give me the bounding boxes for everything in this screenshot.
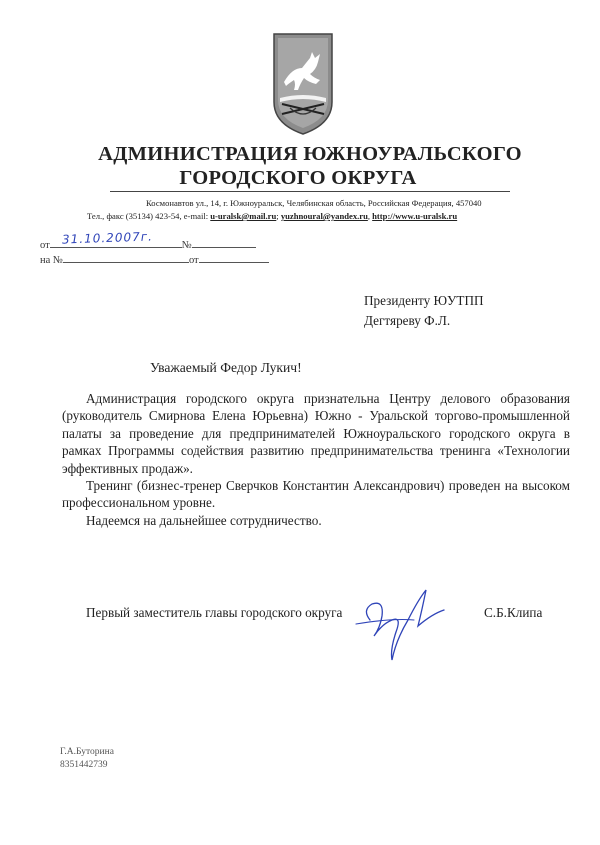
reference-number-line	[63, 251, 189, 263]
number-label: №	[181, 240, 192, 251]
paragraph-closing: Надеемся на дальнейшее сотрудничество.	[86, 512, 322, 528]
number-line	[192, 236, 256, 248]
date-from-label: от	[40, 240, 50, 251]
phone-email-label: Тел., факс (35134) 423-54, e-mail:	[87, 211, 211, 221]
website-link[interactable]: http://www.u-uralsk.ru	[372, 211, 458, 221]
reference-from-label: от	[188, 255, 199, 266]
email-link-1[interactable]: u-uralsk@mail.ru	[210, 211, 277, 221]
organization-title-line1: АДМИНИСТРАЦИЯ ЮЖНОУРАЛЬСКОГО	[98, 143, 522, 165]
email-link-2[interactable]: yuzhnoural@yandex.ru	[280, 211, 368, 221]
letter-body	[62, 390, 570, 529]
coat-of-arms-emblem	[270, 28, 336, 140]
signatory-position: Первый заместитель главы городского округа	[86, 605, 343, 620]
executor-phone: 8351442739	[60, 760, 108, 770]
salutation: Уважаемый Федор Лукич!	[150, 360, 302, 375]
organization-title-line2: ГОРОДСКОГО ОКРУГА	[179, 167, 417, 189]
header-divider	[110, 191, 510, 192]
addressee-title: Президенту ЮУТПП	[364, 293, 484, 308]
handwritten-signature	[352, 580, 462, 670]
reference-date-line	[199, 251, 269, 263]
contact-line: Тел., факс (35134) 423-54, e-mail: u-uralsk@mail.ru; yuzhnoural@yandex.ru, http://www.u-uralsk.ru	[87, 211, 458, 221]
paragraph-training: Тренинг (бизнес-тренер Сверчков Константин Александрович) проведен на высоком профессиональном уровне.	[62, 478, 570, 511]
postal-address: Космонавтов ул., 14, г. Южноуральск, Челябинская область, Российская Федерация, 457040	[146, 198, 482, 208]
reference-row	[40, 251, 269, 266]
signatory-name: С.Б.Клипа	[484, 605, 543, 620]
executor-name: Г.А.Буторина	[60, 747, 114, 757]
reference-number-label: на №	[40, 255, 63, 266]
paragraph-gratitude: Администрация городского округа признательна Центру делового образования (руководитель Смирнова Елена Юрьевна) Южно - Уральской торгово-промышленной палаты за проведение для предпринимателей Южноуральского городского округа в рамках Программы содействия развитию предпринимательства тренинга «Технологии эффективных продаж».	[62, 391, 570, 476]
handwritten-date: 31.10.2007г.	[61, 229, 154, 247]
addressee-name: Дегтяреву Ф.Л.	[364, 313, 451, 328]
